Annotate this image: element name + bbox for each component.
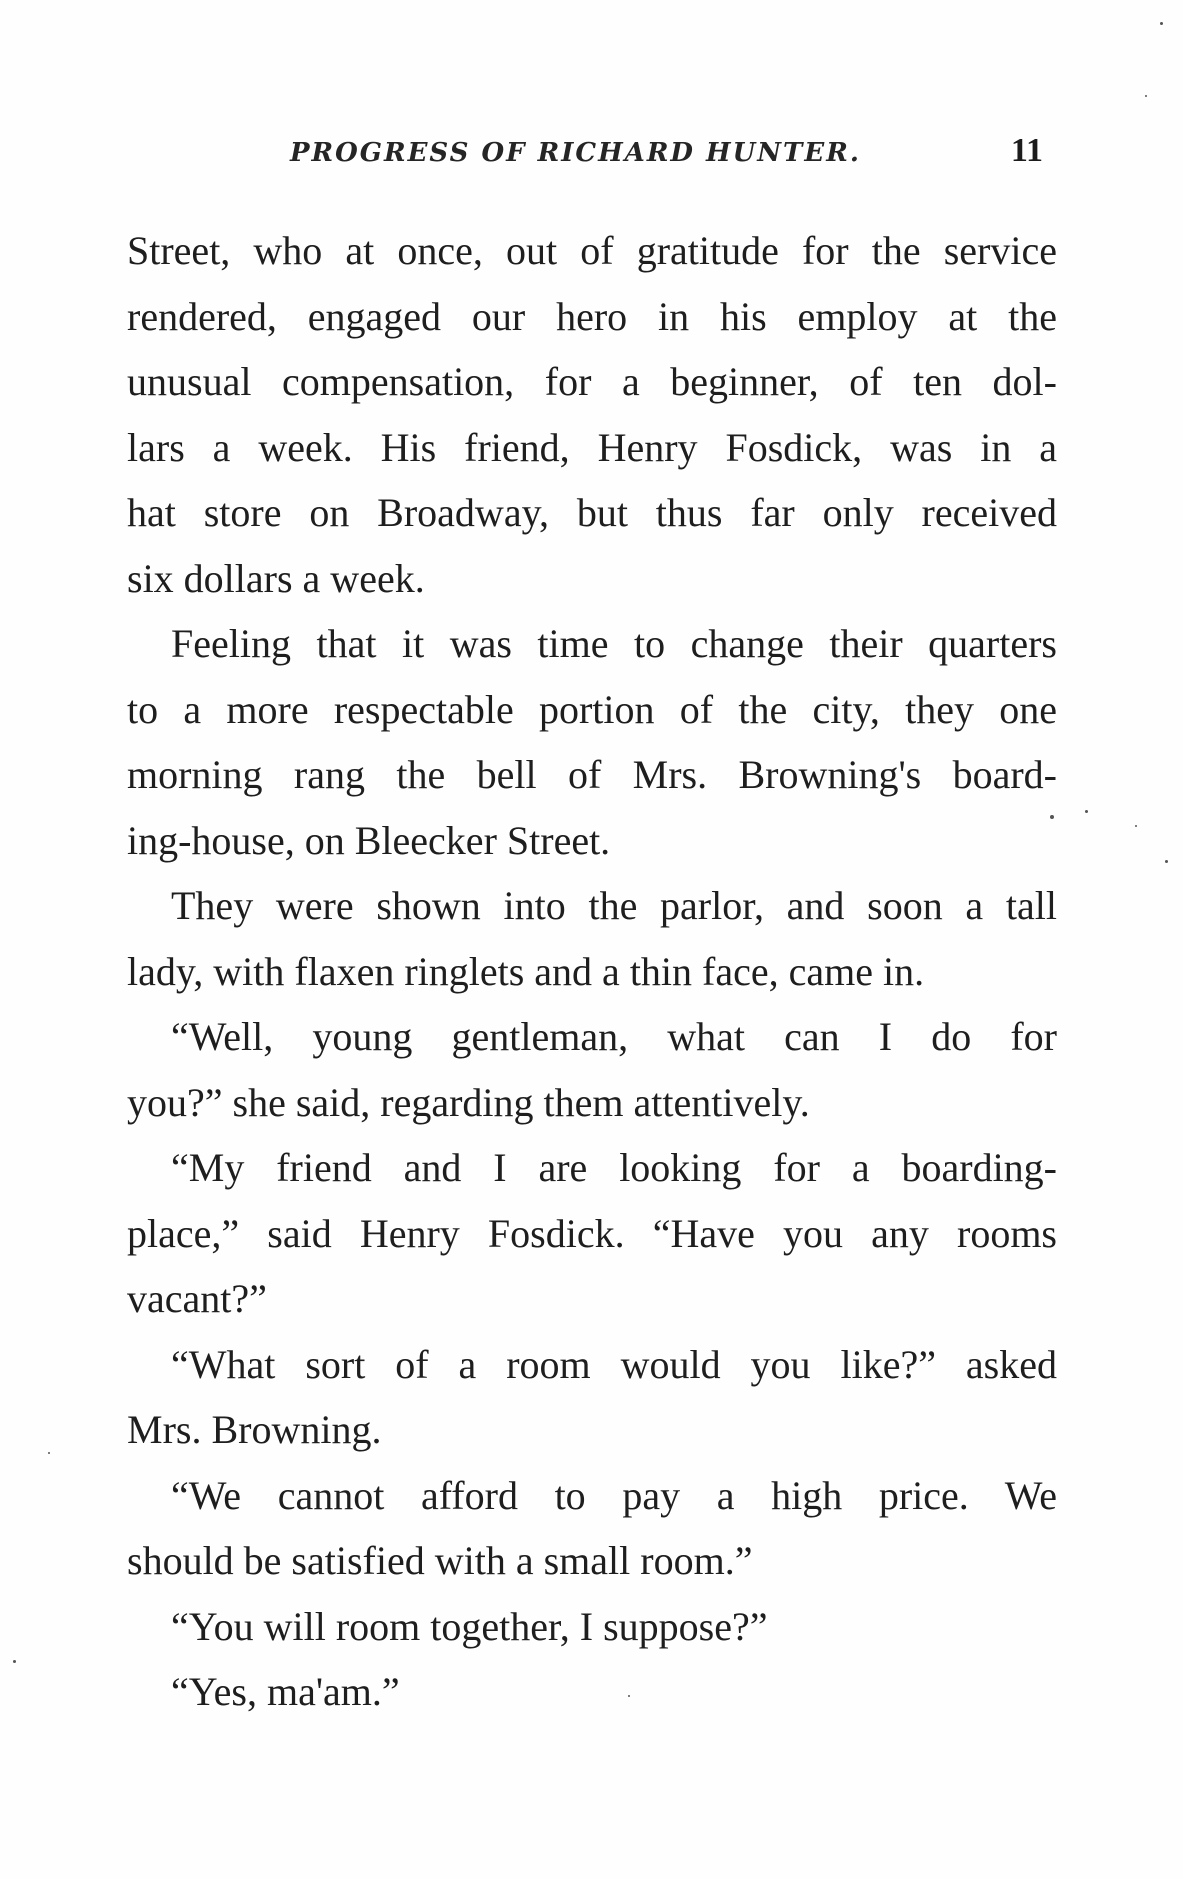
- running-head: [130, 132, 1043, 172]
- scan-speck: [628, 1695, 630, 1697]
- scan-speck: [1160, 22, 1163, 25]
- text-line: “Well, young gentleman, what can I do for: [171, 1014, 1057, 1059]
- text-line: six dollars a week.: [127, 555, 425, 601]
- paragraph: [127, 1135, 1057, 1332]
- text-line: Mrs. Browning.: [127, 1407, 382, 1452]
- text-line: vacant?”: [127, 1276, 267, 1321]
- text-line: hat store on Broadway, but thus far only received: [127, 490, 1057, 535]
- text-line: morning rang the bell of Mrs. Browning's board-: [127, 752, 1057, 797]
- text-line: unusual compensation, for a beginner, of ten dol-: [127, 359, 1057, 404]
- paragraph: [127, 873, 1057, 1004]
- scan-speck: [48, 1452, 50, 1454]
- text-line: place,” said Henry Fosdick. “Have you any rooms: [127, 1210, 1057, 1256]
- paragraph: [127, 1004, 1057, 1135]
- text-line: “What sort of a room would you like?” asked: [171, 1341, 1057, 1387]
- text-line: They were shown into the parlor, and soon a tall: [171, 883, 1057, 928]
- running-title: PROGRESS OF RICHARD HUNTER.: [290, 138, 861, 168]
- text-line: “My friend and I are looking for a boarding-: [171, 1145, 1057, 1190]
- paragraph: [127, 1659, 1057, 1725]
- text-line: “We cannot afford to pay a high price. We: [171, 1472, 1057, 1518]
- text-line: Street, who at once, out of gratitude for the service: [127, 228, 1057, 273]
- paragraph: [127, 1332, 1057, 1463]
- scan-speck: [1135, 825, 1137, 827]
- paragraph: [127, 1463, 1057, 1594]
- page-number: 11: [1010, 132, 1043, 169]
- text-line: rendered, engaged our hero in his employ at the: [127, 293, 1057, 339]
- text-line: to a more respectable portion of the city, they one: [127, 686, 1057, 732]
- text-line: should be satisfied with a small room.”: [127, 1538, 753, 1583]
- scan-speck: [1165, 860, 1168, 863]
- paragraph: [127, 1594, 1057, 1660]
- scan-speck: [1145, 95, 1147, 97]
- text-line: lady, with flaxen ringlets and a thin face, came in.: [127, 948, 925, 994]
- text-line: lars a week. His friend, Henry Fosdick, was in a: [127, 424, 1057, 470]
- text-line: Feeling that it was time to change their quarters: [171, 621, 1057, 666]
- scan-speck: [1085, 810, 1088, 813]
- paragraph: [127, 611, 1057, 873]
- paragraph: [127, 218, 1057, 611]
- text-line: “You will room together, I suppose?”: [171, 1603, 768, 1649]
- scan-speck: [1050, 815, 1054, 819]
- text-line: you?” she said, regarding them attentively.: [127, 1079, 810, 1125]
- text-line: ing-house, on Bleecker Street.: [127, 817, 611, 863]
- body-text: [127, 218, 1057, 1725]
- scan-speck: [13, 1660, 16, 1663]
- text-line: “Yes, ma'am.”: [171, 1669, 400, 1714]
